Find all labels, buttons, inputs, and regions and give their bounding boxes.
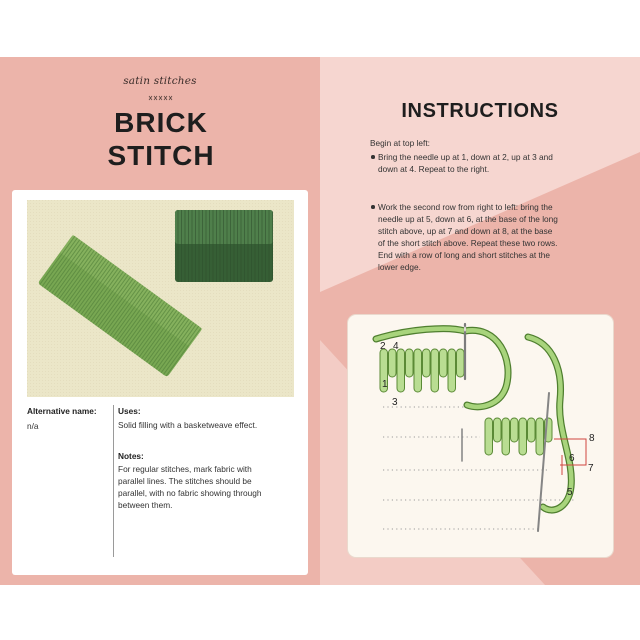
step-line: lower edge.	[378, 262, 421, 272]
notes-label: Notes:	[118, 451, 144, 461]
diagram-label: 5	[567, 487, 573, 498]
ornament-icon	[148, 95, 174, 101]
instruction-step-1	[370, 151, 640, 175]
dark-stitch-patch	[175, 210, 273, 282]
notes-text	[118, 463, 261, 511]
step-line: Bring the needle up at 1, down at 2, up at 3 and	[378, 152, 553, 162]
instruction-step-2	[370, 201, 640, 273]
step-line: Work the second row from right to left: bring the	[378, 202, 553, 212]
diagram-label: 4	[393, 341, 399, 352]
stitch-row-1	[380, 349, 464, 392]
needle-icon	[464, 324, 466, 379]
instructions-heading: INSTRUCTIONS	[401, 100, 559, 122]
notes-line: between them.	[118, 500, 173, 510]
uses-text: Solid filling with a basketweave effect.	[118, 420, 258, 430]
uses-label: Uses:	[118, 406, 141, 416]
page-title-line-1: BRICK	[114, 107, 208, 138]
step-line: down at 4. Repeat to the right.	[378, 164, 490, 174]
instructions-intro: Begin at top left:	[370, 138, 430, 148]
diagram-label: 3	[392, 397, 398, 408]
alternative-name-value: n/a	[27, 421, 39, 431]
diagram-label: 1	[382, 379, 388, 390]
notes-line: parallel lines. The stitches should be	[118, 476, 252, 486]
step-line: of the short stitch above. Repeat these two rows.	[378, 238, 558, 248]
notes-line: For regular stitches, mark fabric with	[118, 464, 252, 474]
diagram-label: 7	[588, 463, 594, 474]
diagram-label: 6	[569, 453, 575, 464]
step-line: stitch above, up at 7 and down at 8, at the base	[378, 226, 553, 236]
column-divider	[113, 405, 114, 557]
diagram-label: 8	[589, 433, 595, 444]
stitch-diagram	[348, 315, 613, 557]
step-line: End with a row of long and short stitches at the	[378, 250, 551, 260]
step-line: needle up at 5, down at 6, at the base of the long	[378, 214, 558, 224]
diagram-label: 2	[380, 341, 386, 352]
stitch-row-2	[485, 418, 552, 455]
page-title-line-2: STITCH	[107, 140, 215, 171]
series-name: satin stitches	[123, 75, 197, 87]
notes-line: parallel, with no fabric showing through	[118, 488, 262, 498]
stitch-sample-photo	[27, 200, 294, 397]
alternative-name-label: Alternative name:	[27, 406, 97, 416]
